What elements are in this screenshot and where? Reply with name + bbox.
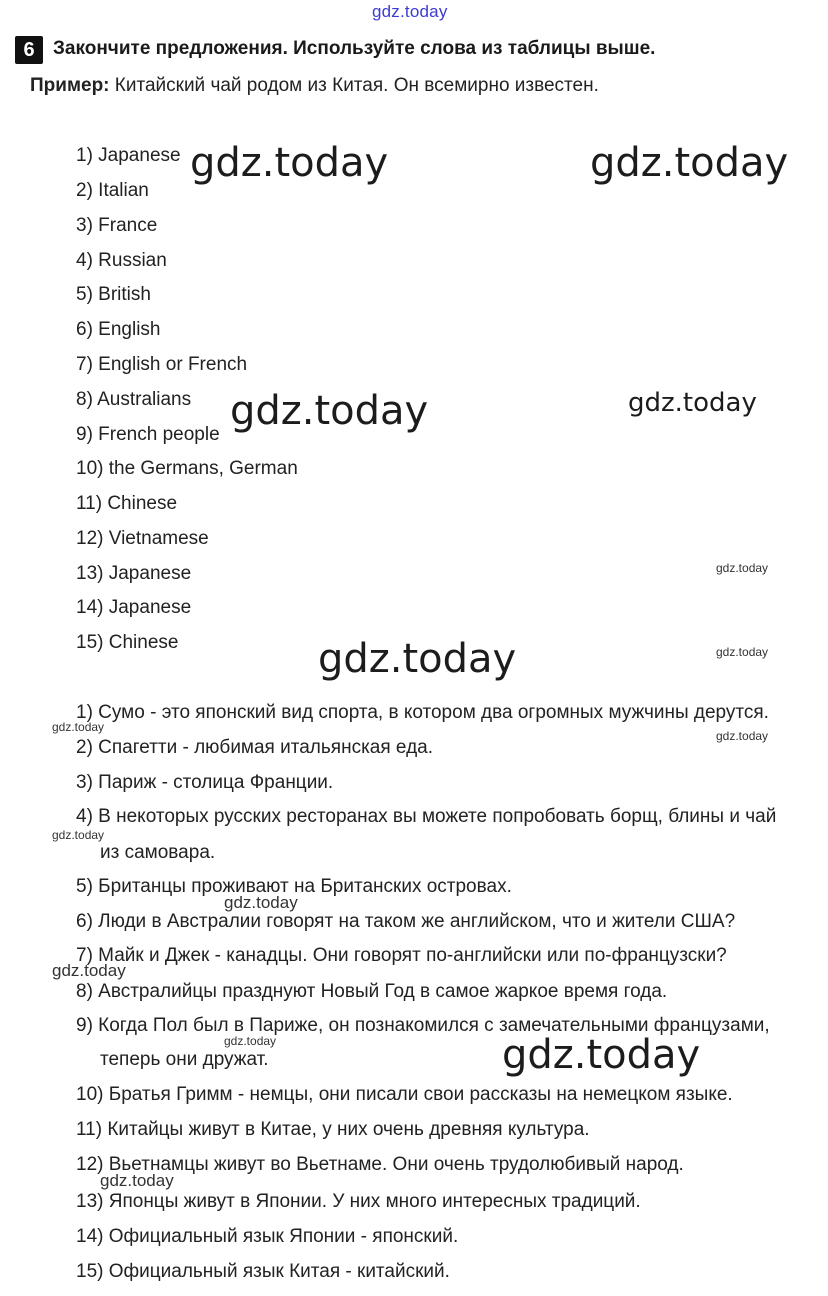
answer-item: 13) Japanese (76, 563, 192, 584)
header-watermark: gdz.today (372, 2, 448, 21)
answer-item: 3) France (76, 215, 158, 236)
watermark: gdz.today (52, 828, 105, 842)
translation-item-continuation: из самовара. (100, 842, 216, 863)
answer-item: 11) Chinese (76, 493, 178, 514)
watermark: gdz.today (224, 893, 298, 912)
translation-item: 10) Братья Гримм - немцы, они писали свои рассказы на немецком языке. (76, 1084, 733, 1105)
watermark: gdz.today (52, 961, 126, 980)
translation-item: 8) Австралийцы празднуют Новый Год в самое жаркое время года. (76, 981, 668, 1002)
watermark: gdz.today (502, 1032, 701, 1078)
translation-item: 6) Люди в Австралии говорят на таком же английском, что и жители США? (76, 911, 736, 932)
task-number-badge: 6 (15, 36, 43, 64)
answer-item: 9) French people (76, 424, 220, 445)
translation-item: 14) Официальный язык Японии - японский. (76, 1226, 459, 1247)
answer-item: 15) Chinese (76, 632, 179, 653)
translation-item: 2) Спагетти - любимая итальянская еда. (76, 737, 434, 758)
watermark: gdz.today (230, 388, 429, 434)
answer-item: 2) Italian (76, 180, 149, 201)
watermark: gdz.today (716, 645, 769, 659)
answer-item: 10) the Germans, German (76, 458, 298, 479)
translation-item: 9) Когда Пол был в Париже, он познакомился с замечательными французами, (76, 1015, 770, 1036)
watermark: gdz.today (628, 388, 757, 418)
answer-item: 6) English (76, 319, 161, 340)
answer-item: 1) Japanese (76, 145, 181, 166)
example-label: Пример: (30, 75, 110, 96)
watermark: gdz.today (716, 561, 769, 575)
answer-item: 14) Japanese (76, 597, 192, 618)
watermark: gdz.today (716, 729, 769, 743)
example-line (30, 75, 599, 97)
translation-item: 7) Майк и Джек - канадцы. Они говорят по-английски или по-французски? (76, 945, 727, 966)
translation-item: 4) В некоторых русских ресторанах вы можете попробовать борщ, блины и чай (76, 806, 777, 827)
translation-item: 15) Официальный язык Китая - китайский. (76, 1261, 450, 1282)
watermark: gdz.today (52, 720, 105, 734)
translation-item: 1) Сумо - это японский вид спорта, в котором два огромных мужчины дерутся. (76, 702, 769, 723)
translation-item: 11) Китайцы живут в Китае, у них очень древняя культура. (76, 1119, 590, 1140)
watermark: gdz.today (590, 140, 789, 186)
answer-item: 8) Australians (76, 389, 192, 410)
watermark: gdz.today (224, 1034, 277, 1048)
watermark: gdz.today (190, 140, 389, 186)
task-title: Закончите предложения. Используйте слова из таблицы выше. (53, 38, 656, 59)
example-text: Китайский чай родом из Китая. Он всемирно известен. (114, 75, 599, 96)
watermark: gdz.today (100, 1171, 174, 1190)
translation-item: 13) Японцы живут в Японии. У них много интересных традиций. (76, 1191, 641, 1212)
answer-item: 7) English or French (76, 354, 248, 375)
translation-item-continuation: теперь они дружат. (100, 1049, 269, 1070)
answer-item: 4) Russian (76, 250, 167, 271)
translation-item: 3) Париж - столица Франции. (76, 772, 334, 793)
answer-item: 12) Vietnamese (76, 528, 209, 549)
answer-item: 5) British (76, 284, 151, 305)
watermark: gdz.today (318, 636, 517, 682)
translation-item: 12) Вьетнамцы живут во Вьетнаме. Они очень трудолюбивый народ. (76, 1154, 684, 1175)
translation-item: 5) Британцы проживают на Британских островах. (76, 876, 512, 897)
